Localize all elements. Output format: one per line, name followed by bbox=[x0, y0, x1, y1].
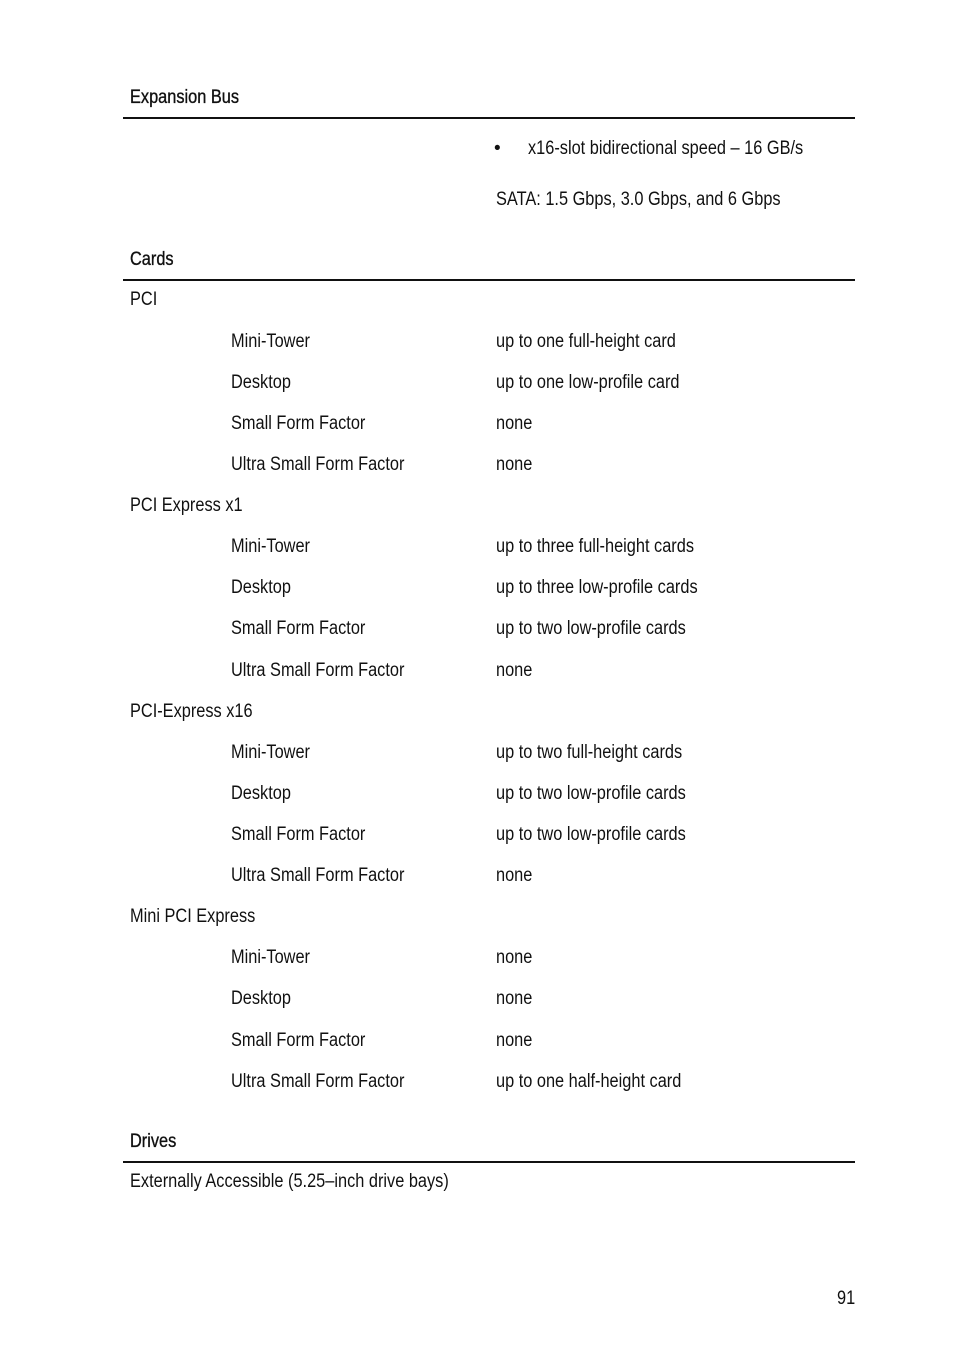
drive-bays-label: Externally Accessible (5.25–inch drive bays) bbox=[130, 1171, 449, 1192]
card-group-label: PCI-Express x16 bbox=[130, 701, 253, 722]
card-group-label: PCI Express x1 bbox=[130, 495, 243, 516]
card-capacity-value: none bbox=[496, 413, 533, 434]
page-number: 91 bbox=[837, 1288, 856, 1309]
card-capacity-value: up to one half-height card bbox=[496, 1071, 682, 1092]
card-capacity-value: up to two full-height cards bbox=[496, 742, 683, 763]
form-factor-label: Ultra Small Form Factor bbox=[231, 1071, 405, 1092]
form-factor-label: Desktop bbox=[231, 783, 291, 804]
card-capacity-value: none bbox=[496, 1030, 533, 1051]
form-factor-label: Ultra Small Form Factor bbox=[231, 454, 405, 475]
card-capacity-value: up to three full-height cards bbox=[496, 536, 695, 557]
card-capacity-value: up to two low-profile cards bbox=[496, 824, 686, 845]
form-factor-label: Mini-Tower bbox=[231, 331, 310, 352]
sata-speeds: SATA: 1.5 Gbps, 3.0 Gbps, and 6 Gbps bbox=[496, 189, 781, 210]
card-capacity-value: up to three low-profile cards bbox=[496, 577, 698, 598]
card-capacity-value: none bbox=[496, 947, 533, 968]
section-rule bbox=[123, 279, 855, 281]
card-capacity-value: up to one full-height card bbox=[496, 331, 676, 352]
card-capacity-value: none bbox=[496, 988, 533, 1009]
form-factor-label: Desktop bbox=[231, 372, 291, 393]
form-factor-label: Small Form Factor bbox=[231, 618, 366, 639]
form-factor-label: Mini-Tower bbox=[231, 742, 310, 763]
card-capacity-value: none bbox=[496, 454, 533, 475]
form-factor-label: Desktop bbox=[231, 988, 291, 1009]
form-factor-label: Ultra Small Form Factor bbox=[231, 865, 405, 886]
section-title-expansion-bus: Expansion Bus bbox=[130, 87, 240, 108]
form-factor-label: Ultra Small Form Factor bbox=[231, 660, 405, 681]
section-rule bbox=[123, 1161, 855, 1163]
bullet-icon: • bbox=[494, 138, 501, 159]
section-title-cards: Cards bbox=[130, 249, 174, 270]
card-group-label: Mini PCI Express bbox=[130, 906, 256, 927]
form-factor-label: Small Form Factor bbox=[231, 1030, 366, 1051]
card-capacity-value: none bbox=[496, 660, 533, 681]
form-factor-label: Small Form Factor bbox=[231, 824, 366, 845]
form-factor-label: Desktop bbox=[231, 577, 291, 598]
card-capacity-value: up to one low-profile card bbox=[496, 372, 680, 393]
form-factor-label: Small Form Factor bbox=[231, 413, 366, 434]
form-factor-label: Mini-Tower bbox=[231, 947, 310, 968]
card-group-label: PCI bbox=[130, 289, 158, 310]
card-capacity-value: none bbox=[496, 865, 533, 886]
section-title-drives: Drives bbox=[130, 1131, 177, 1152]
card-capacity-value: up to two low-profile cards bbox=[496, 783, 686, 804]
form-factor-label: Mini-Tower bbox=[231, 536, 310, 557]
section-rule bbox=[123, 117, 855, 119]
bullet-text: x16-slot bidirectional speed – 16 GB/s bbox=[528, 138, 804, 159]
card-capacity-value: up to two low-profile cards bbox=[496, 618, 686, 639]
